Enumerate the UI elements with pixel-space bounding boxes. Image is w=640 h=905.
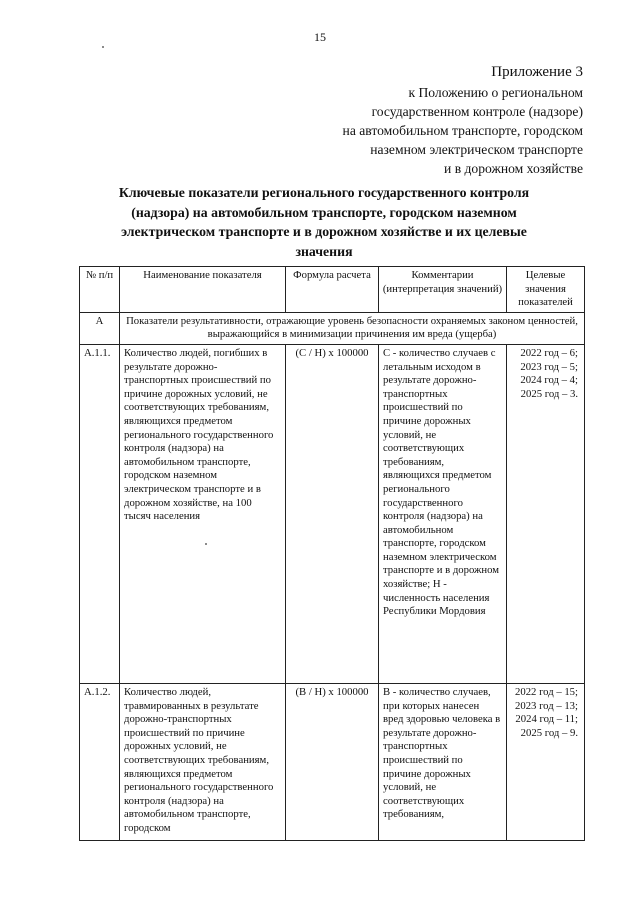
row-formula: (С / Н) х 100000 xyxy=(286,344,379,683)
header-indicator-name: Наименование показателя xyxy=(120,267,286,313)
row-targets xyxy=(507,683,585,840)
row-name: Количество людей, травмированных в результате дорожно-транспортных происшествий по причине дорожных условий, не соответствующих требованиям, являющихся предметом регионального государственного контроля (надзора) на автомобильном транспорте, городском xyxy=(120,683,286,840)
target-value: 2022 год – 6; xyxy=(520,346,578,359)
target-value: 2023 год – 5; xyxy=(520,360,578,373)
target-value: 2024 год – 11; xyxy=(515,713,578,726)
section-code: А xyxy=(80,312,120,344)
section-row xyxy=(80,312,585,344)
target-value: 2023 год – 13; xyxy=(515,699,578,712)
appendix-header xyxy=(343,62,583,178)
row-code: А.1.2. xyxy=(80,683,120,840)
header-formula: Формула расчета xyxy=(286,267,379,313)
row-formula: (В / Н) х 100000 xyxy=(286,683,379,840)
target-value: 2025 год – 9. xyxy=(520,726,578,739)
scan-speck xyxy=(205,543,207,545)
appendix-line: государственном контроле (надзоре) xyxy=(371,104,583,119)
header-comments: Комментарии (интерпретация значений) xyxy=(379,267,507,313)
document-title: Ключевые показатели регионального государственного контроля (надзора) на автомобильном транспорте, городском наземном электрическом транспорте и в дорожном хозяйстве и их целевые значения xyxy=(118,185,530,259)
table-row xyxy=(80,683,585,840)
row-comment: В - количество случаев, при которых нанесен вред здоровью человека в результате дорожно-транспортных происшествий по причине дорожных условий, не соответствующих требованиям, xyxy=(379,683,507,840)
appendix-line: наземном электрическом транспорте xyxy=(370,142,583,157)
appendix-title: Приложение 3 xyxy=(491,64,583,80)
row-comment: С - количество случаев с летальным исходом в результате дорожно-транспортных происшествий по причине дорожных условий, не соответствующих требованиям, являющихся предметом регионального государственного контроля (надзора) на автомобильном транспорте, городском наземном электрическом транспорте и в дорожном хозяйстве; Н - численность населения Республики Мордовия xyxy=(379,344,507,683)
page-number: 15 xyxy=(314,30,326,44)
row-name: Количество людей, погибших в результате дорожно-транспортных происшествий по причине дорожных условий, не соответствующих требованиям, являющихся предметом регионального государственного контроля (надзора) на автомобильном транспорте, городском наземном электрическом транспорте и в дорожном хозяйстве, на 100 тысяч населения xyxy=(120,344,286,683)
target-value: 2022 год – 15; xyxy=(515,685,578,698)
kpi-table xyxy=(79,266,585,841)
table-row xyxy=(80,344,585,683)
appendix-line: и в дорожном хозяйстве xyxy=(444,161,583,176)
section-text: Показатели результативности, отражающие уровень безопасности охраняемых законом ценностей, выражающийся в минимизации причинения им вреда (ущерба) xyxy=(120,312,585,344)
appendix-line: на автомобильном транспорте, городском xyxy=(342,123,583,138)
table-header-row xyxy=(80,267,585,313)
appendix-line: к Положению о региональном xyxy=(408,85,583,100)
target-value: 2024 год – 4; xyxy=(520,374,578,387)
target-value: 2025 год – 3. xyxy=(520,387,578,400)
row-code: А.1.1. xyxy=(80,344,120,683)
header-number: № п/п xyxy=(80,267,120,313)
header-target-values: Целевые значения показателей xyxy=(507,267,585,313)
row-targets xyxy=(507,344,585,683)
scan-speck xyxy=(102,46,104,48)
